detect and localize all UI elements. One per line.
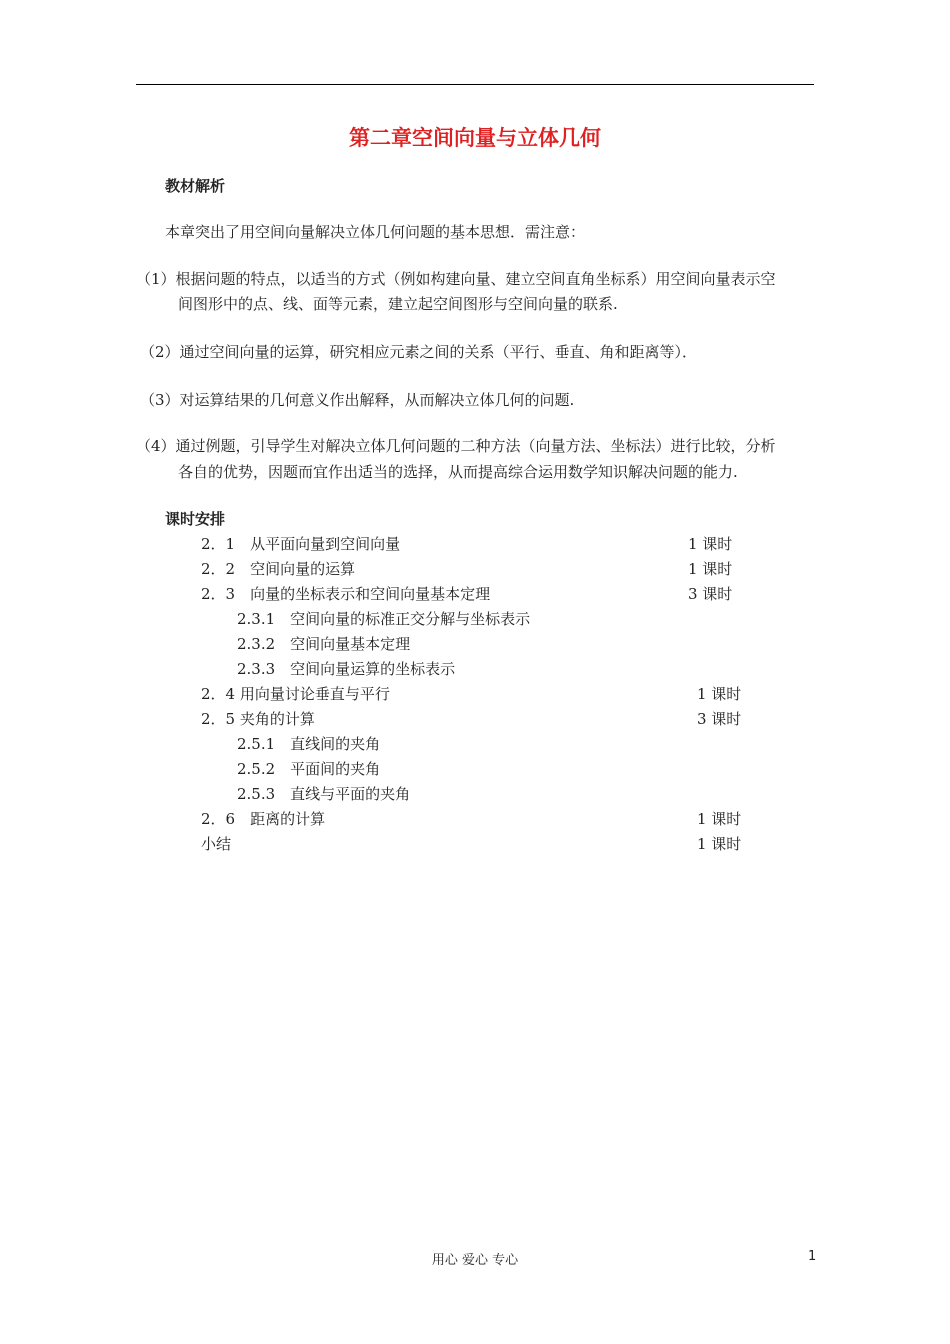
footer-motto: 用心 爱心 专心: [431, 1253, 519, 1268]
section-heading-schedule: 课时安排: [165, 510, 226, 528]
schedule-hours: 1 课时: [697, 810, 742, 828]
schedule-label: 2.3.3 空间向量运算的坐标表示: [237, 660, 456, 678]
list-item-1-line1: （1）根据问题的特点，以适当的方式（例如构建向量、建立空间直角坐标系）用空间向量表示空: [136, 270, 776, 288]
schedule-label: 2.3.1 空间向量的标准正交分解与坐标表示: [237, 610, 531, 628]
page-number: 1: [808, 1249, 817, 1264]
schedule-hours: 1 课时: [688, 560, 733, 578]
list-item-2: （2）通过空间向量的运算，研究相应元素之间的关系（平行、垂直、角和距离等）．: [140, 343, 698, 361]
schedule-hours: 1 课时: [697, 685, 742, 703]
list-item-1-line2: 间图形中的点、线、面等元素，建立起空间图形与空间向量的联系.: [178, 295, 618, 313]
schedule-label: 2．6 距离的计算: [201, 810, 326, 828]
schedule-label: 2.3.2 空间向量基本定理: [237, 635, 411, 653]
intro-paragraph: 本章突出了用空间向量解决立体几何问题的基本思想．需注意：: [165, 223, 586, 241]
schedule-hours: 3 课时: [697, 710, 742, 728]
header-rule: [136, 84, 814, 85]
schedule-label: 2.5.3 直线与平面的夹角: [237, 785, 411, 803]
schedule-label: 2．3 向量的坐标表示和空间向量基本定理: [201, 585, 491, 603]
schedule-hours: 1 课时: [697, 835, 742, 853]
schedule-label: 2．1 从平面向量到空间向量: [201, 535, 401, 553]
list-item-4-line1: （4）通过例题，引导学生对解决立体几何问题的二种方法（向量方法、坐标法）进行比较，分析: [136, 437, 776, 455]
schedule-label: 2.5.1 直线间的夹角: [237, 735, 381, 753]
schedule-hours: 1 课时: [688, 535, 733, 553]
list-item-4-line2: 各自的优势，因题而宜作出适当的选择，从而提高综合运用数学知识解决问题的能力.: [178, 463, 738, 481]
section-heading-analysis: 教材解析: [165, 177, 226, 195]
schedule-label: 2．5 夹角的计算: [201, 710, 315, 728]
schedule-label: 2．4 用向量讨论垂直与平行: [201, 685, 390, 703]
page-title: 第二章空间向量与立体几何: [349, 126, 601, 150]
schedule-hours: 3 课时: [688, 585, 733, 603]
list-item-3: （3）对运算结果的几何意义作出解释，从而解决立体几何的问题.: [140, 391, 575, 409]
schedule-label: 2.5.2 平面间的夹角: [237, 760, 381, 778]
schedule-label: 2．2 空间向量的运算: [201, 560, 356, 578]
schedule-label: 小结: [201, 835, 232, 853]
